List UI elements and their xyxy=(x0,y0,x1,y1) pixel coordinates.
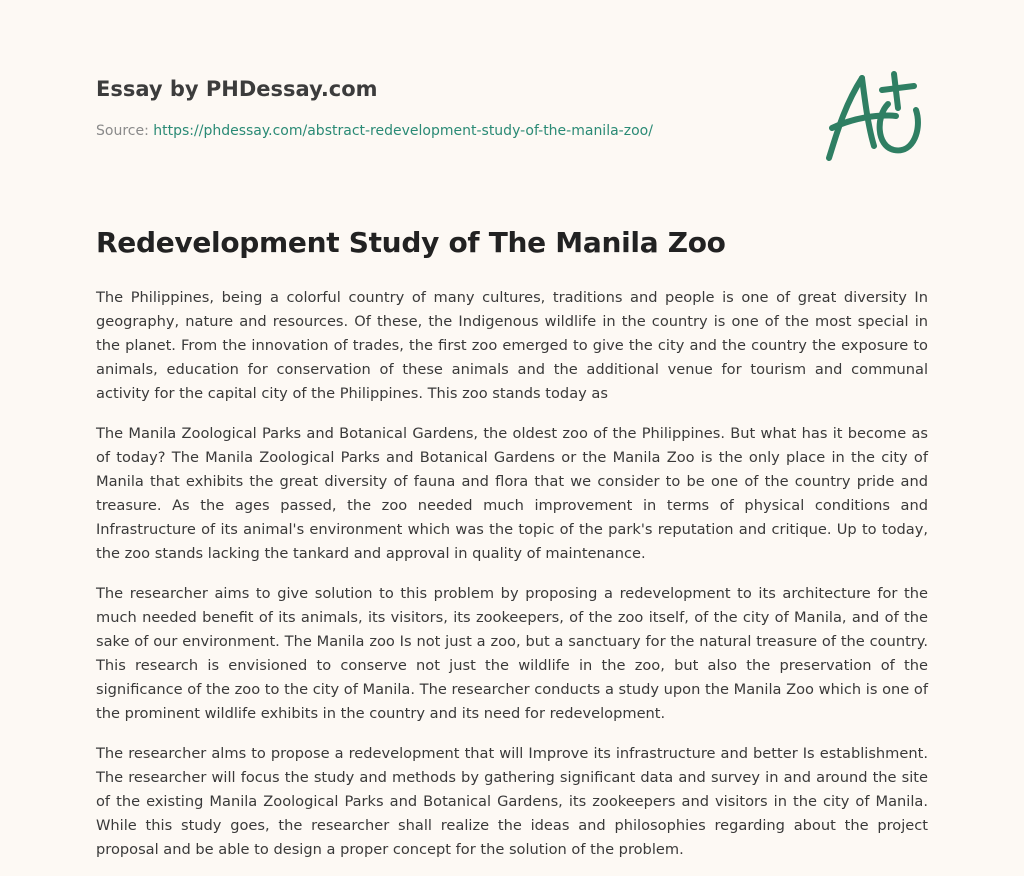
source-line xyxy=(96,123,653,139)
source-link[interactable]: https://phdessay.com/abstract-redevelopment-study-of-the-manila-zoo/ xyxy=(153,123,653,139)
essay-paragraph: The researcher aims to give solution to this problem by proposing a redevelopment to its architecture for the much needed benefit of its animals, its visitors, its zookeepers, of the zoo itself, of the city of Manila, and of the sake of our environment. The Manila zoo Is not just a zoo, but a sanctuary for the natural treasure of the country. This research is envisioned to conserve not just the wildlife in the zoo, but also the preservation of the significance of the zoo to the city of Manila. The researcher conducts a study upon the Manila Zoo which is one of the prominent wildlife exhibits in the country and its need for redevelopment. xyxy=(96,585,928,722)
a-plus-grade-icon xyxy=(818,66,934,166)
essay-title: Redevelopment Study of The Manila Zoo xyxy=(96,226,726,259)
essay-paragraph: The researcher alms to propose a redevelopment that will Improve its infrastructure and better Is establishment. The researcher will focus the study and methods by gathering significant data and survey in and around the site of the existing Manila Zoological Parks and Botanical Gardens, its zookeepers and visitors in the city of Manila. While this study goes, the researcher shall realize the ideas and philosophies regarding about the project proposal and be able to design a proper concept for the solution of the problem. xyxy=(96,745,928,858)
essay-body xyxy=(96,286,928,876)
essay-paragraph: The Manila Zoological Parks and Botanical Gardens, the oldest zoo of the Philippines. But what has it become as of today? The Manila Zoological Parks and Botanical Gardens or the Manila Zoo is the only place in the city of Manila that exhibits the great diversity of fauna and flora that we consider to be one of the country pride and treasure. As the ages passed, the zoo needed much improvement in terms of physical conditions and Infrastructure of its animal's environment which was the topic of the park's reputation and critique. Up to today, the zoo stands lacking the tankard and approval in quality of maintenance. xyxy=(96,425,928,562)
source-label: Source: xyxy=(96,123,149,139)
site-brand: Essay by PHDessay.com xyxy=(96,77,378,101)
essay-paragraph: The Philippines, being a colorful country of many cultures, traditions and people is one of great diversity In geography, nature and resources. Of these, the Indigenous wildlife in the country is one of the most special in the planet. From the innovation of trades, the first zoo emerged to give the city and the country the exposure to animals, education for conservation of these animals and the additional venue for tourism and communal activity for the capital city of the Philippines. This zoo stands today as xyxy=(96,289,928,402)
